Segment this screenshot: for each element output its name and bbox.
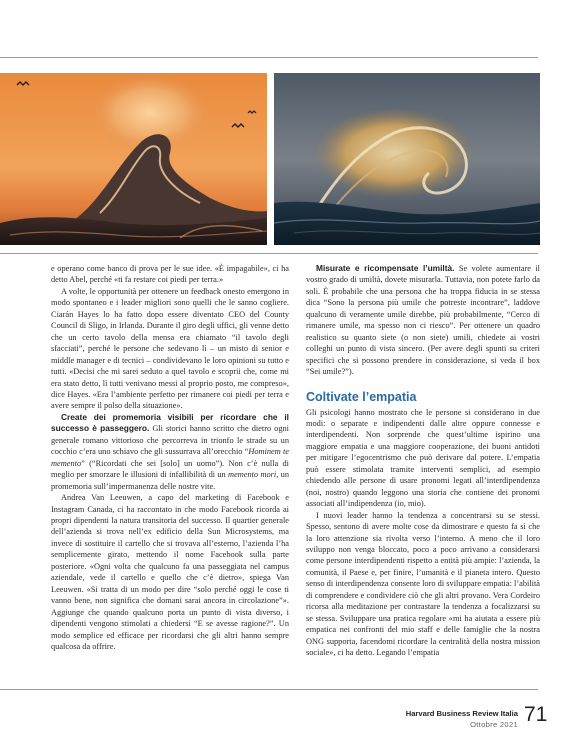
photo-rule [0, 253, 538, 254]
paragraph: Misurate e ricompensate l’umiltà. Se volete aumentare il vostro grado di umiltà, dovete misurarla. Tuttavia, non potete farlo da soli. È probabile che una persona che ha troppa fiducia in se stessa dica “Sono la persona più umile che potreste incontrare”, laddove qualcuno di veramente umile direbbe, più probabilmente, “Cerco di rimanere umile, ma spesso non ci riesco”. Per ottenere un quadro realistico su quanto siete (o non siete) umili, chiedete ai vostri colleghi un punto di vista sincero. (Per avere degli spunti su criteri specifici che si possono prendere in considerazione, si veda il box “Sei umile?”). [306, 263, 540, 377]
page-number: 71 [524, 703, 548, 726]
left-text-column [51, 263, 289, 652]
wave-curl-photo [274, 73, 540, 245]
run-in-heading: Misurate e ricompensate l’umiltà. [316, 263, 455, 273]
bottom-rule [0, 689, 538, 690]
issue-date: Ottobre 2021 [470, 720, 518, 729]
paragraph: A volte, le opportunità per ottenere un feedback onesto emergono in modo spontaneo e i leader migliori sono quelli che le sanno cogliere. Ciarán Hayes lo ha fatto dopo essere diventato CEO del County Council di Sligo, in Irlanda. Durante il giro degli uffici, gli venne detto che un certo tavolo della mensa era chiamato “il tavolo degli sfacciati”, perché le persone che sedevano lì – un misto di senior e middle manager e di tecnici – condividevano le loro opinioni su tutto e tutti. «Decisi che mi sarei seduto a quel tavolo e scoprii che, come mi era stato detto, lì tutti venivano messi al proprio posto, me compreso», dice Hayes. «Era l’ambiente perfetto per rimanere coi piedi per terra e avere sempre il polso della situazione». [51, 286, 289, 411]
top-rule [0, 57, 538, 58]
latin-phrase: memento mori [228, 470, 277, 480]
paragraph: e operano come banco di prova per le sue idee. «È impagabile», ci ha detto Abel, perché «ti fa restare coi piedi per terra.» [51, 264, 289, 285]
wave-sunset-photo [0, 73, 267, 245]
publication-name: Harvard Business Review Italia [405, 709, 518, 718]
paragraph: Create dei promemoria visibili per ricordare che il successo è passeggero. Gli storici hanno scritto che dietro ogni generale romano vittorioso che percorreva in trionfo le strade su un cocchio c’era uno schiavo che gli sussurrava all’orecchio “Hominem te memento” (“Ricordati che sei [solo] un uomo”). Non c’è nulla di meglio per smorzare le illusioni di infallibilità di un memento mori, un promemoria sull’impermanenza delle nostre vite. [51, 411, 289, 491]
section-title: Coltivate l’empatia [306, 389, 417, 404]
paragraph: I nuovi leader hanno la tendenza a concentrarsi su se stessi. Spesso, sentono di avere molte cose da dimostrare e questo fa sì che la loro attenzione sia rivolta verso l’interno. A meno che il loro sviluppo non venga bloccato, poco a poco arrivano a considerarsi come persone interdipendenti rispetto a entità più ampie: l’azienda, la comunità, il Paese e, per finire, l’umanità e il pianeta intero. Questo senso di interdipendenza consente loro di sviluppare empatia: l’abilità di comprendere e condividere ciò che gli altri provano. Vera Cordeiro ricorsa alla meditazione per contrastare la tendenza a focalizzarsi su se stessa. Sviluppare una pratica regolare «mi ha aiutata a essere più empatica nei confronti del mio staff e delle famiglie che la nostra ONG supporta, facendomi ricordare la centralità della nostra mission sociale», ci ha detto. Legando l’empatia [306, 510, 540, 658]
paragraph: Andrea Van Leeuwen, a capo del marketing di Facebook e Instagram Canada, ci ha raccontato in che modo Facebook ricorda ai propri dipendenti la natura transitoria del successo. Il quartier generale dell’azienda si trova nell’ex edificio della Sun Microsystems, ma invece di sostituire il cartello che si trovava all’esterno, l’azienda l’ha semplicemente girato, mettendo il nome Facebook sulla parte posteriore. «Ogni volta che qualcuno fa una passeggiata nel campus aziendale, vede il cartello e quello che c’è dietro», spiega Van Leeuwen. «Si tratta di un modo per dire “solo perché oggi le cose ti vanno bene, non significa che domani sarai ancora in circolazione”». Aggiunge che quando qualcuno porta un punto di vista diverso, i dipendenti vengono stimolati a chiedersi “E se avesse ragione?”. Un modo semplice ed efficace per ricordarsi che gli altri hanno sempre qualcosa da offrire. [51, 493, 289, 651]
right-text-column [306, 263, 540, 659]
paragraph: Gli psicologi hanno mostrato che le persone si considerano in due modi: o separate e indipendenti dalle altre oppure connesse e interdipendenti. Non sorprende che quest’ultime ispirino una maggiore empatia e una maggiore cooperazione, dei buoni antidoti per mitigare l’egocentrismo che può derivare dal potere. L’empatia può essere stimolata tramite interventi semplici, ad esempio chiedendo alle persone di usare pronomi legati all’interdipendenza (noi, nostro) quando leggono una storia che contiene dei pronomi associati all’indipendenza (io, mio). [306, 407, 540, 509]
run-in-heading: Create dei promemoria visibili per ricordare che il successo è passeggero. [51, 411, 289, 434]
latin-phrase: Hominem te memento [51, 447, 289, 468]
